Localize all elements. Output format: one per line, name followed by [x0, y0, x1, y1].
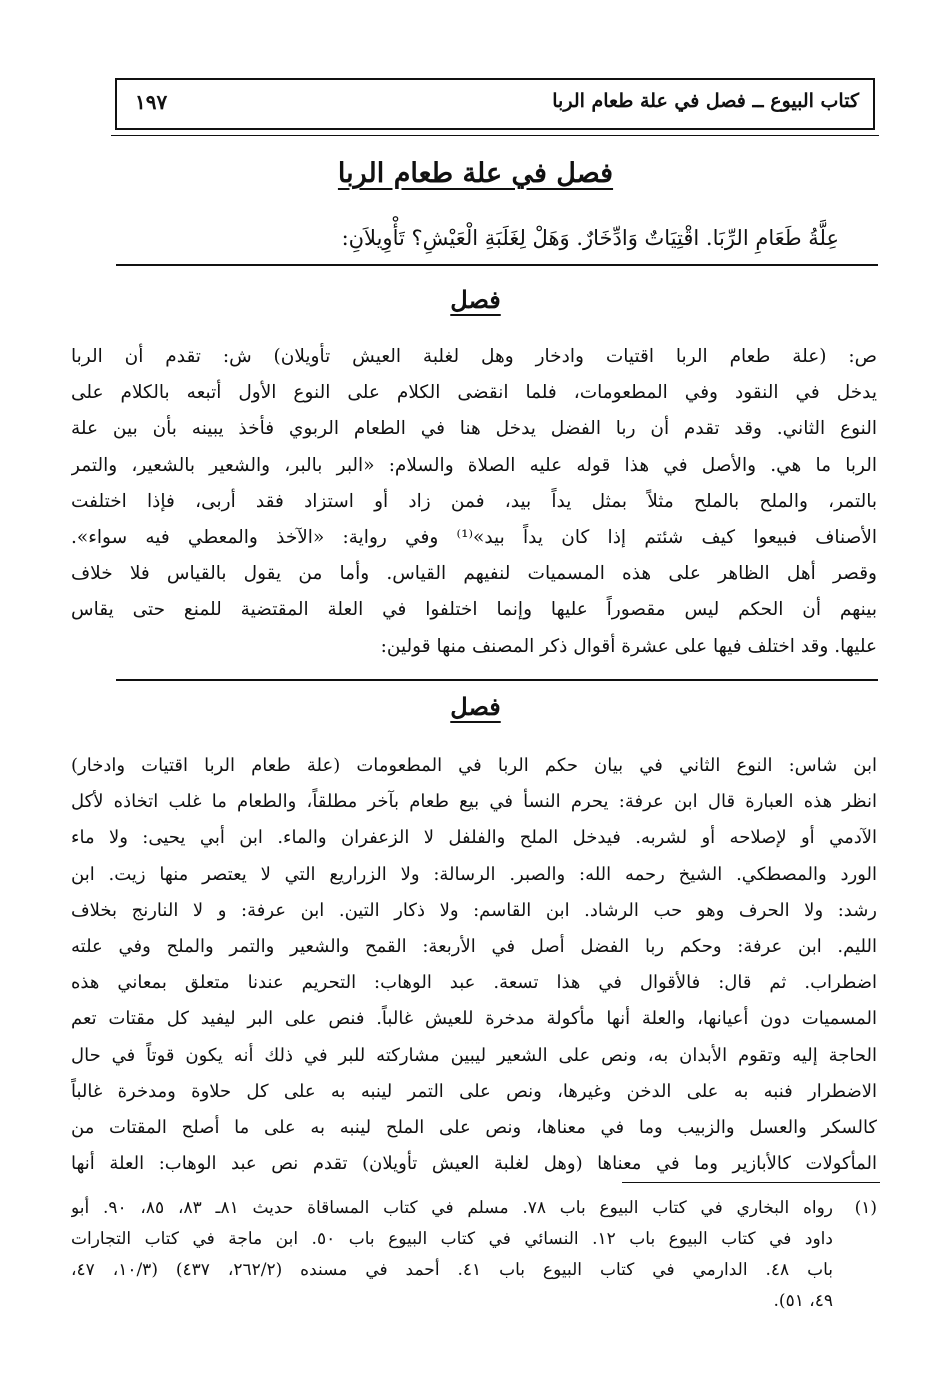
- text-line: الاضطرار فنبه به على الدخن وغيرها، ونص على التمر لينبه به على كل حلاوة ومدخرة غالباً: [71, 1080, 877, 1102]
- text-line: الأصناف فبيعوا كيف شئتم إذا كان يداً بيد»⁽¹⁾ وفي رواية: «الآخذ والمعطي فيه سواء».: [71, 527, 877, 549]
- text-line: النوع الثاني. وقد تقدم أن ربا الفضل يدخل هنا في الطعام الربوي فأخذ يبينه بأن بين علة: [71, 418, 877, 440]
- text-line: الورد والمصطكي. الشيخ رحمه الله: والصبر. الرسالة: ولا الزراريع التي لا يعتصر منها زيت. ابن: [71, 863, 877, 885]
- section-heading-1: فصل: [450, 285, 501, 314]
- text-line: الآدمي أو لإصلاحه أو لشربه. فيدخل الملح والفلفل لا الزعفران والماء. ابن أبي يحيى: ولا ماء: [71, 827, 877, 849]
- footnote-separator: [622, 1182, 880, 1183]
- text-line: اضطراب. ثم قال: فالأقوال في هذا تسعة. عبد الوهاب: التحريم عندنا متعلق بمعاني هذه: [71, 972, 877, 994]
- text-line: الحاجة إليه وتقوم الأبدان به، ونص على الشعير ليبين مشاركته للبر في ذلك أنه يكون قوتاً في حال: [71, 1044, 877, 1066]
- footnote-line: داود في كتاب البيوع باب ١٢. النسائي في كتاب البيوع باب ٥٠. ابن ماجة في كتاب التجارات: [71, 1229, 833, 1249]
- section-heading-2: فصل: [450, 692, 501, 721]
- text-line: عليها. وقد اختلف فيها على عشرة أقوال ذكر المصنف منها قولين:: [380, 635, 877, 657]
- divider-line: [116, 264, 878, 266]
- running-header: [115, 78, 875, 130]
- footnote: [71, 1193, 877, 1317]
- text-line: الليم. ابن عرفة: وحكم ربا الفضل أصل في الأربعة: القمح والشعير والتمر والملح وفي علته: [71, 936, 877, 958]
- text-line: المسميات دون أعيانها، والعلة أنها مأكولة مدخرة للعيش غالباً. فنص على البر ليفيد كل مقتات تعم: [71, 1008, 877, 1030]
- text-line: كالسكر والعسل والزبيب وما في معناها، ونص على الملح لينبه به على ما أصلح المقتات من: [71, 1117, 877, 1139]
- chapter-title: فصل في علة طعام الربا: [337, 158, 614, 189]
- matn-text: عِلَّةُ طَعَامِ الرِّبَا. اقْتِيَاتٌ وَادِّخَارٌ. وَهَلْ لِغَلَبَةِ الْعَيْشِ؟ تَأْوِيلاَنِ:: [341, 226, 839, 250]
- commentary-block-1: [71, 339, 877, 665]
- footnote-line: باب ٤٨. الدارمي في كتاب البيوع باب ٤١. أحمد في مسنده (٢٦٢/٢، ٤٣٧) (١٠/٣، ٤٧،: [71, 1260, 833, 1280]
- footnote-marker: (١): [854, 1198, 877, 1218]
- running-title: كتاب البيوع ــ فصل في علة طعام الربا: [552, 90, 859, 112]
- divider-line: [116, 679, 878, 681]
- text-line: بالتمر، والملح بالملح مثلاً بمثل يداً بيد، فمن زاد أو استزاد فقد أربى، فإذا اختلفت: [71, 490, 877, 512]
- text-line: يدخل في النقود وفي المطعومات، فلما انقضى الكلام على النوع الأول أتبعه بالكلام على: [71, 382, 877, 404]
- text-line: وقصر أهل الظاهر على هذه المسميات لنفيهم القياس. وأما من يقول بالقياس فلا خلاف: [71, 563, 877, 585]
- text-line: رشد: ولا الحرف وهو حب الرشاد. ابن القاسم: ولا ذكار التين. ابن عرفة: و لا النارنج بخلاف: [71, 899, 877, 921]
- footnote-line: رواه البخاري في كتاب البيوع باب ٧٨. مسلم في كتاب المساقاة حديث ٨١ـ ٨٣، ٨٥، ٩٠. أبو: [71, 1198, 833, 1218]
- text-line: ص: (علة طعام الربا اقتيات وادخار وهل لغلبة العيش تأويلان) ش: تقدم أن الربا: [71, 346, 877, 367]
- text-line: بينهم أن الحكم ليس مقصوراً عليها وإنما اختلفوا في العلة المقتضية للمنع حتى يقاس: [71, 599, 877, 621]
- text-line: المأكولات كالأبازير وما في معناها (وهل لغلبة العيش تأويلان) تقدم نص عبد الوهاب: العلة أنها: [71, 1153, 877, 1175]
- page-number: ١٩٧: [135, 90, 168, 114]
- text-line: ابن شاس: النوع الثاني في بيان حكم الربا في المطعومات (علة طعام الربا اقتيات وادخار): [71, 755, 877, 776]
- footnote-line: ٤٩، ٥١).: [773, 1291, 833, 1311]
- text-line: انظر هذه العبارة قال ابن عرفة: يحرم النسأ في بيع طعام بآخر مطلقاً، والطعام ما غلب اتخاذه لأكل: [71, 791, 877, 813]
- commentary-block-2: [71, 748, 877, 1182]
- text-line: الربا ما هي. والأصل في هذا قوله عليه الصلاة والسلام: «البر بالبر، والشعير بالشعير، والتمر: [71, 454, 877, 476]
